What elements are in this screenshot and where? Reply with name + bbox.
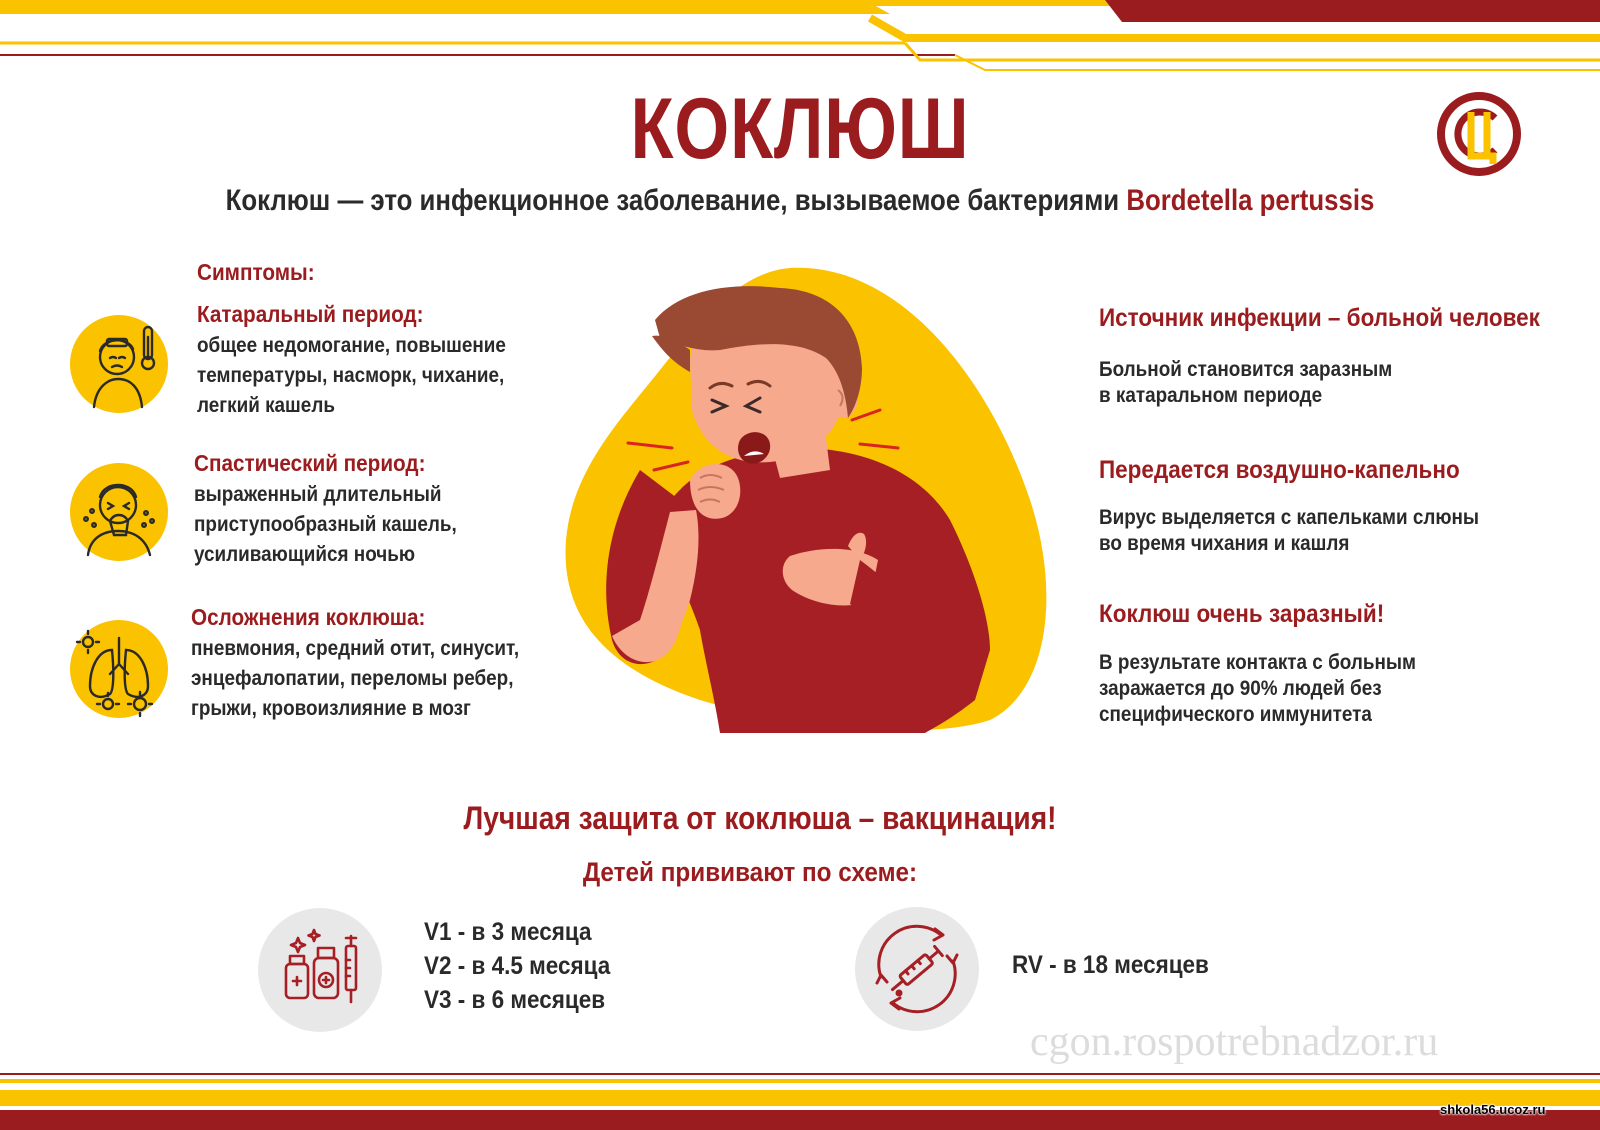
revaccination-syringe-icon [855, 907, 979, 1031]
symptom-line: выраженный длительный [194, 483, 442, 506]
symptom-line: пневмония, средний отит, синусит, [191, 637, 520, 660]
symptom-title-spastic: Спастический период: [194, 450, 426, 476]
source-credit: shkola56.ucoz.ru [1440, 1102, 1546, 1117]
symptom-line: усиливающийся ночью [194, 543, 416, 566]
fact-line: Больной становится заразным [1099, 358, 1393, 381]
pathogen-name: Bordetella pertussis [1126, 184, 1375, 217]
revaccination-icon-wrap [855, 907, 979, 1031]
coughing-child-icon [70, 463, 168, 561]
fact-line: заражается до 90% людей без [1099, 677, 1382, 700]
fact-title-transmission: Передается воздушно-капельно [1099, 456, 1460, 484]
subtitle-text: Коклюш — это инфекционное заболевание, вызываемое бактериями [225, 184, 1120, 217]
schedule-item: V2 - в 4.5 месяца [424, 952, 611, 980]
fact-title-contagious: Коклюш очень заразный! [1099, 600, 1385, 628]
symptom-icon-complications [70, 620, 168, 718]
fact-text-transmission [1099, 505, 1479, 557]
top-decor [0, 0, 1600, 75]
schedule-item: V3 - в 6 месяцев [424, 986, 606, 1014]
revaccination-schedule [1012, 948, 1209, 982]
symptom-line: энцефалопатии, переломы ребер, [191, 667, 514, 690]
watermark: cgon.rospotrebnadzor.ru [1030, 1019, 1439, 1065]
fact-line: специфического иммунитета [1099, 703, 1372, 726]
bottom-decor [0, 1068, 1600, 1130]
coughing-child-illustration [560, 262, 1060, 737]
schedule-item: RV - в 18 месяцев [1012, 951, 1209, 979]
symptom-text-spastic [194, 480, 457, 570]
symptom-icon-spastic [70, 463, 168, 561]
fact-line: В результате контакта с больным [1099, 651, 1416, 674]
symptom-line: грыжи, кровоизлияние в мозг [191, 697, 471, 720]
symptom-line: легкий кашель [197, 394, 335, 417]
scheme-title: Детей прививают по схеме: [582, 857, 918, 887]
vaccine-icon-wrap [258, 908, 382, 1032]
fact-line: Вирус выделяется с капельками слюны [1099, 506, 1480, 529]
symptom-text-complications [191, 634, 519, 724]
symptoms-heading: Симптомы: [197, 259, 315, 285]
symptom-icon-catarrhal [70, 315, 168, 413]
fact-title-source: Источник инфекции – больной человек [1099, 304, 1540, 332]
fact-line: в катаральном периоде [1099, 384, 1323, 407]
fact-text-contagious [1099, 650, 1416, 728]
fact-line: во время чихания и кашля [1099, 532, 1350, 555]
infected-lungs-icon [70, 620, 168, 718]
page-subtitle [112, 184, 1488, 218]
page-title: КОКЛЮШ [630, 81, 970, 177]
symptom-text-catarrhal [197, 331, 506, 421]
vaccination-title: Лучшая защита от коклюша – вакцинация! [463, 800, 1057, 836]
symptom-line: приступообразный кашель, [194, 513, 457, 536]
vaccine-vials-icon [258, 908, 382, 1032]
primary-schedule [424, 915, 610, 1017]
fact-text-source [1099, 357, 1392, 409]
symptom-line: общее недомогание, повышение [197, 334, 506, 357]
symptom-title-catarrhal: Катаральный период: [197, 301, 424, 327]
symptom-title-complications: Осложнения коклюша: [191, 604, 426, 630]
symptom-line: температуры, насморк, чихание, [197, 364, 505, 387]
schedule-item: V1 - в 3 месяца [424, 918, 592, 946]
fever-child-icon [70, 315, 168, 413]
